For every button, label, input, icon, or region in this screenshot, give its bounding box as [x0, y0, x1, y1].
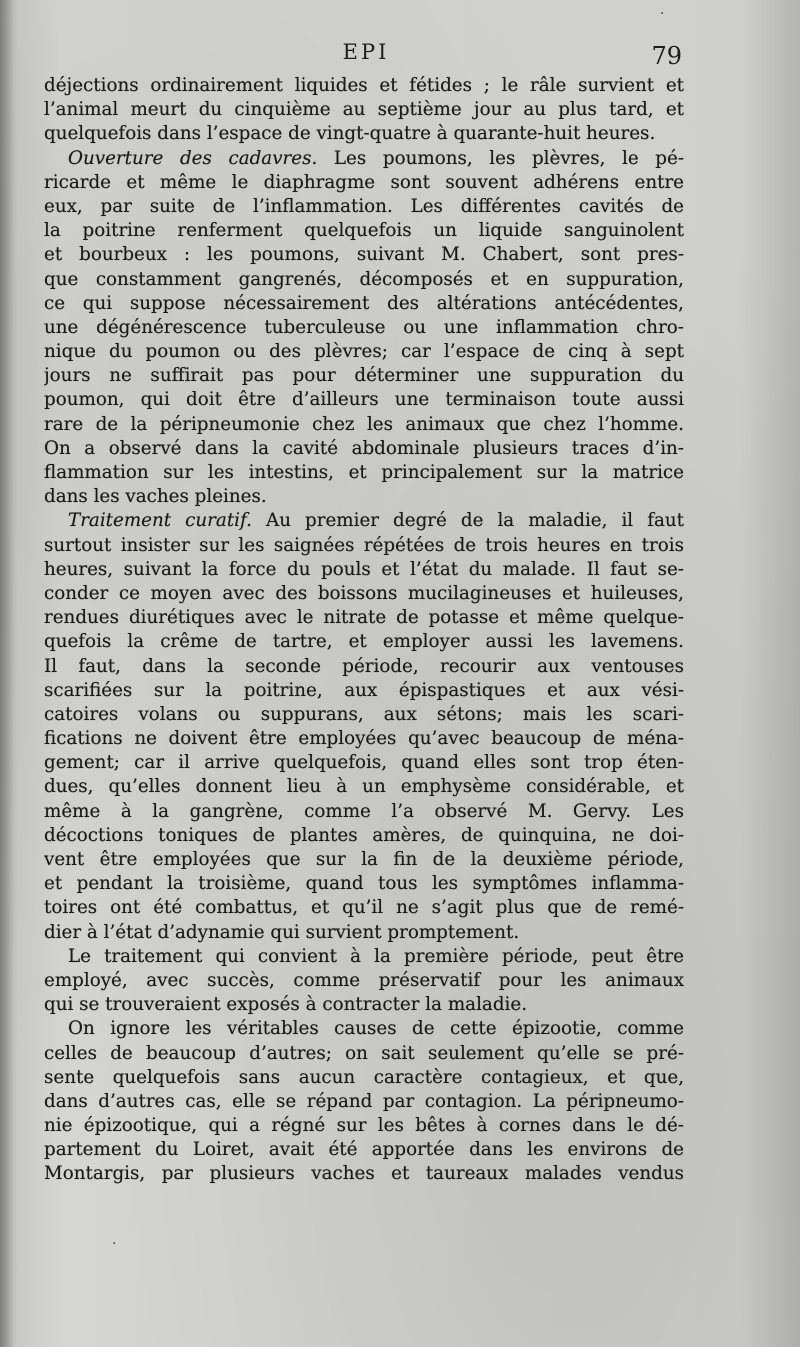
text-line: [44, 413, 684, 437]
text-run: rare de la péripneumonie chez les animaux que chez l’homme.: [44, 413, 684, 435]
section-heading-italic: Traitement curatif.: [68, 510, 252, 532]
page-number: 79: [651, 42, 682, 70]
text-line: [44, 848, 684, 872]
text-line: [44, 993, 684, 1017]
text-run: et bourbeux : les poumons, suivant M. Chabert, sont pres-: [44, 244, 684, 266]
text-line: [44, 679, 684, 703]
text-line: [44, 896, 684, 920]
text-line: [44, 872, 684, 896]
text-line: [44, 727, 684, 751]
text-run: dans d’autres cas, elle se répand par contagion. La péripneumo-: [44, 1090, 684, 1112]
text-line: [44, 534, 684, 558]
text-line: [44, 147, 684, 171]
text-run: Montargis, par plusieurs vaches et taureaux malades vendus: [44, 1163, 684, 1185]
text-line: [44, 630, 684, 654]
text-line: [44, 437, 684, 461]
text-run: flammation sur les intestins, et principalement sur la matrice: [44, 462, 684, 483]
paper-speck: ·: [112, 1236, 117, 1252]
text-line: [44, 292, 684, 316]
text-line: [44, 122, 684, 146]
text-line: [44, 1114, 684, 1138]
text-run: fications ne doivent être employées qu’avec beaucoup de ména-: [44, 728, 684, 750]
text-line: [44, 558, 684, 582]
text-run: même à la gangrène, comme l’a observé M. Gervy. Les: [44, 800, 684, 822]
text-run: Les poumons, les plèvres, le pé-: [317, 147, 684, 169]
text-line: [44, 98, 684, 122]
text-run: catoires volans ou suppurans, aux sétons; mais les scari-: [44, 703, 684, 725]
text-line: [44, 1090, 684, 1114]
text-run: dues, qu’elles donnent lieu à un emphysème considérable, et: [44, 776, 684, 798]
text-run: On ignore les véritables causes de cette épizootie, comme: [68, 1018, 684, 1040]
text-run: une dégénérescence tuberculeuse ou une inflammation chro-: [44, 316, 684, 338]
text-line: [44, 316, 684, 340]
text-line: [44, 824, 684, 848]
text-run: l’animal meurt du cinquième au septième jour au plus tard, et: [44, 99, 684, 121]
text-line: [44, 969, 684, 993]
text-line: [44, 74, 684, 98]
text-run: celles de beaucoup d’autres; on sait seulement qu’elle se pré-: [44, 1042, 684, 1064]
text-run: conder ce moyen avec des boissons mucilagineuses et huileuses,: [44, 582, 684, 604]
text-line: [44, 1162, 684, 1186]
text-line: [44, 509, 684, 533]
text-run: dier à l’état d’adynamie qui survient promptement.: [44, 921, 520, 943]
text-run: surtout insister sur les saignées répétées de trois heures en trois: [44, 534, 684, 556]
text-line: [44, 1066, 684, 1090]
text-run: On a observé dans la cavité abdominale plusieurs traces d’in-: [44, 437, 684, 459]
text-run: Le traitement qui convient à la première période, peut être: [68, 945, 684, 967]
text-run: ricarde et même le diaphragme sont souvent adhérens entre: [44, 171, 684, 193]
text-line: [44, 655, 684, 679]
text-run: Au premier degré de la maladie, il faut: [251, 510, 684, 532]
running-head: EPI: [342, 40, 390, 64]
text-line: [44, 364, 684, 388]
text-run: scarifiées sur la poitrine, aux épispastiques et aux vési-: [44, 679, 684, 701]
text-line: [44, 1138, 684, 1162]
text-line: [44, 775, 684, 799]
text-line: [44, 388, 684, 412]
text-line: [44, 485, 684, 509]
text-line: [44, 800, 684, 824]
text-run: Il faut, dans la seconde période, recourir aux ventouses: [44, 655, 684, 677]
text-run: rendues diurétiques avec le nitrate de potasse et même quelque-: [44, 607, 684, 629]
text-run: nie épizootique, qui a régné sur les bêtes à cornes dans le dé-: [44, 1115, 684, 1137]
text-run: sente quelquefois sans aucun caractère contagieux, et que,: [44, 1066, 684, 1088]
text-run: poumon, qui doit être d’ailleurs une terminaison toute aussi: [44, 389, 684, 411]
text-line: [44, 1017, 684, 1041]
text-run: qui se trouveraient exposés à contracter la maladie.: [44, 994, 528, 1016]
text-line: [44, 751, 684, 775]
text-run: toires ont été combattus, et qu’il ne s’agit plus que de remé-: [44, 897, 684, 919]
text-line: [44, 171, 684, 195]
text-line: [44, 340, 684, 364]
text-run: la poitrine renferment quelquefois un liquide sanguinolent: [44, 220, 684, 242]
paper-speck: ·: [660, 6, 665, 22]
body-text: [44, 74, 684, 1187]
text-run: dans les vaches pleines.: [44, 486, 267, 508]
text-line: [44, 921, 684, 945]
page-header: [46, 40, 686, 70]
text-run: que constamment gangrenés, décomposés et en suppuration,: [44, 268, 684, 290]
text-run: et pendant la troisième, quand tous les symptômes inflamma-: [44, 873, 684, 895]
text-run: nique du poumon ou des plèvres; car l’espace de cinq à sept: [44, 341, 684, 363]
text-run: employé, avec succès, comme préservatif pour les animaux: [44, 969, 684, 991]
text-run: eux, par suite de l’inflammation. Les différentes cavités de: [44, 195, 684, 217]
text-run: ce qui suppose nécessairement des altérations antécédentes,: [44, 292, 684, 314]
section-heading-italic: Ouverture des cadavres.: [68, 147, 318, 169]
text-line: [44, 219, 684, 243]
text-run: décoctions toniques de plantes amères, de quinquina, ne doi-: [44, 824, 684, 846]
binding-gutter-shadow: [0, 0, 14, 1347]
text-line: [44, 582, 684, 606]
text-run: partement du Loiret, avait été apportée dans les environs de: [44, 1139, 684, 1161]
text-line: [44, 945, 684, 969]
text-line: [44, 1042, 684, 1066]
text-run: quefois la crême de tartre, et employer aussi les lavemens.: [44, 631, 684, 653]
text-line: [44, 243, 684, 267]
text-run: heures, suivant la force du pouls et l’état du malade. Il faut se-: [44, 558, 684, 580]
text-run: vent être employées que sur la fin de la deuxième période,: [44, 849, 684, 870]
text-run: gement; car il arrive quelquefois, quand elles sont trop éten-: [44, 752, 684, 774]
text-run: quelquefois dans l’espace de vingt-quatre à quarante-huit heures.: [44, 123, 656, 145]
text-line: [44, 268, 684, 292]
text-run: déjections ordinairement liquides et fétides ; le râle survient et: [44, 75, 684, 96]
text-run: jours ne suffirait pas pour déterminer une suppuration du: [44, 365, 684, 387]
text-line: [44, 461, 684, 485]
text-line: [44, 606, 684, 630]
text-line: [44, 195, 684, 219]
text-line: [44, 703, 684, 727]
